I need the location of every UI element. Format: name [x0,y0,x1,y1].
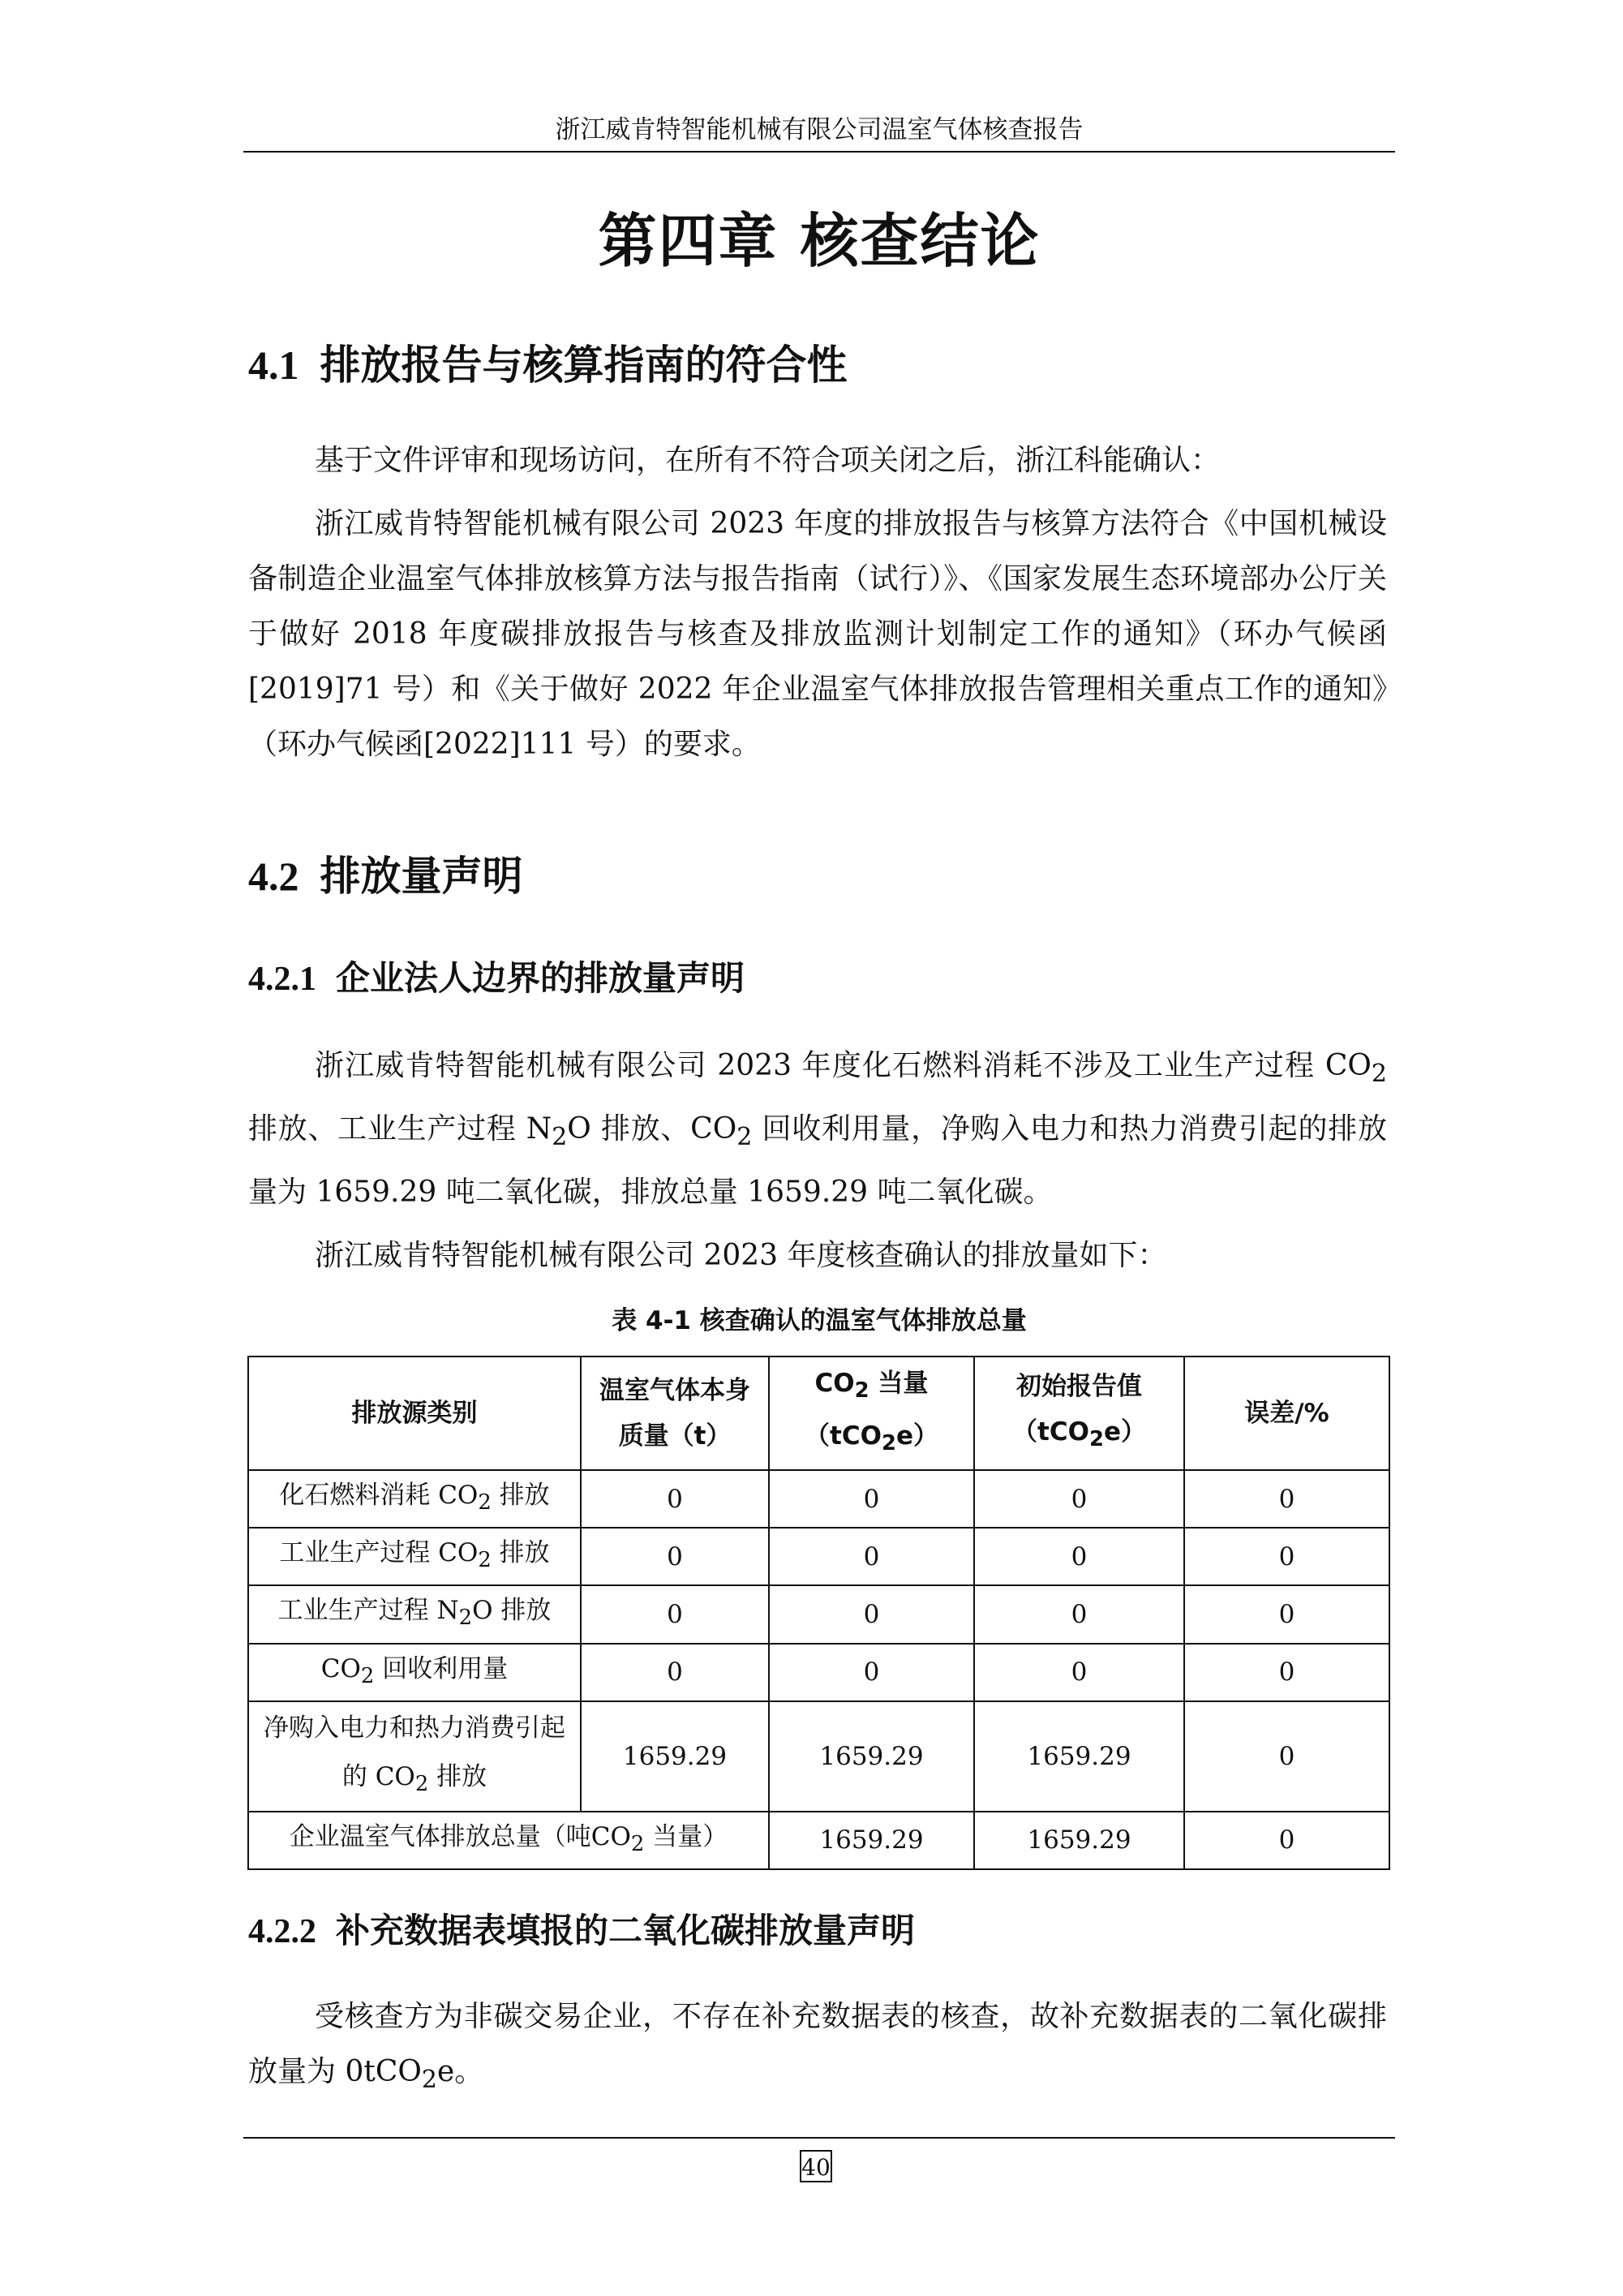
section-4-1-heading [248,339,848,391]
section-title: 企业法人边界的排放量声明 [336,958,745,998]
section-title: 补充数据表填报的二氧化碳排放量声明 [336,1911,916,1950]
row-label: 净购入电力和热力消费引起的 $CO_2$ 排放 [248,1701,581,1812]
paragraph-4-2-1-table-intro: 浙江威肯特智能机械有限公司 2023 年度核查确认的排放量如下： [315,1239,1167,1272]
row-label: 工业生产过程 $N_2O$ 排放 [248,1585,581,1643]
cell-error: 0 [1184,1644,1389,1701]
cell-mass: 0 [581,1585,769,1643]
cell-co2eq: 0 [769,1528,974,1585]
section-title: 排放量声明 [320,853,523,900]
cell-co2eq: 0 [769,1644,974,1701]
header-error-percent: 误差/% [1184,1357,1389,1470]
section-4-2-1-heading [248,956,745,1002]
table-header-row [248,1357,1389,1470]
cell-co2eq: 0 [769,1585,974,1643]
cell-mass: 0 [581,1528,769,1585]
cell-error: 0 [1184,1470,1389,1528]
cell-initial: 1659.29 [974,1701,1184,1812]
cell-error: 0 [1184,1812,1389,1869]
page-number: 40 [800,2150,832,2182]
table-total-row [248,1812,1389,1869]
paragraph-4-1-intro: 基于文件评审和现场访问，在所有不符合项关闭之后，浙江科能确认： [315,444,1221,477]
subscript: 2 [552,1123,568,1152]
cell-initial: 0 [974,1644,1184,1701]
row-label: $CO_2$ 回收利用量 [248,1644,581,1701]
section-number: 4.2 [248,853,299,899]
cell-error: 0 [1184,1585,1389,1643]
row-label: 化石燃料消耗 $CO_2$ 排放 [248,1470,581,1528]
cell-co2eq: 1659.29 [769,1812,974,1869]
table-row [248,1644,1389,1701]
section-number: 4.2.1 [248,961,316,998]
subscript: 2 [421,2066,437,2095]
subscript: 2 [736,1123,753,1152]
cell-mass: 0 [581,1470,769,1528]
cell-error: 0 [1184,1528,1389,1585]
cell-co2eq: 1659.29 [769,1701,974,1812]
paragraph-4-1-conformity: 浙江威肯特智能机械有限公司 2023 年度的排放报告与核算方法符合《中国机械设备制造企业温室气体排放核算方法与报告指南（试行）》、《国家发展生态环境部办公厅关于做好 2018 年度碳排放报告与核查及排放监测计划制定工作的通知》（环办气候函[2019]71 号）和《关于做好 2022 年企业温室气体排放报告管理相关重点工作的通知》（环办气候函[2022]111 号）的要求。 [248,507,1387,761]
footer-rule [243,2137,1395,2139]
section-number: 4.2.2 [248,1913,316,1950]
cell-error: 0 [1184,1701,1389,1812]
table-row [248,1701,1389,1812]
section-4-2-2-heading [248,1908,915,1954]
cell-initial: 0 [974,1585,1184,1643]
total-row-label: 企业温室气体排放总量（吨$CO_2$ 当量） [248,1812,769,1869]
cell-initial: 1659.29 [974,1812,1184,1869]
row-label: 工业生产过程 $CO_2$ 排放 [248,1528,581,1585]
table-row [248,1528,1389,1585]
cell-mass: 1659.29 [581,1701,769,1812]
header-initial-reported-value: 初始报告值 （tCO$_2$e） [974,1357,1184,1470]
cell-initial: 0 [974,1470,1184,1528]
header-source-category: 排放源类别 [248,1357,581,1470]
table-caption: 表 4-1 核查确认的温室气体排放总量 [612,1306,1027,1335]
header-gas-mass: 温室气体本身 质量（t） [581,1357,769,1470]
cell-initial: 0 [974,1528,1184,1585]
section-number: 4.1 [248,342,299,388]
table-row [248,1585,1389,1643]
section-4-2-heading [248,850,523,902]
paragraph-4-2-1-emissions: 浙江威肯特智能机械有限公司 2023 年度化石燃料消耗不涉及工业生产过程 $CO_2$ 排放、工业生产过程 $N_2O$ 排放、$CO_2$ 回收利用量，净购入电力和热力消费引起的排放量为 1659.29 吨二氧化碳，排放总量 1659.29 吨二氧化碳。 [248,1049,1387,1210]
cell-co2eq: 0 [769,1470,974,1528]
chapter-title: 第四章 核查结论 [598,207,1041,275]
header-co2-equivalent: $CO_2$ 当量 （tCO$_2$e） [769,1357,974,1470]
table-row [248,1470,1389,1528]
section-title: 排放报告与核算指南的符合性 [320,342,848,389]
paragraph-4-2-2-statement: 受核查方为非碳交易企业，不存在补充数据表的核查，故补充数据表的二氧化碳排放量为 0tCO$_2$e。 [248,2000,1387,2095]
header-rule [243,151,1395,153]
cell-mass: 0 [581,1644,769,1701]
running-header: 浙江威肯特智能机械有限公司温室气体核查报告 [555,115,1084,144]
emissions-table [247,1356,1390,1870]
subscript: 2 [1371,1060,1387,1089]
